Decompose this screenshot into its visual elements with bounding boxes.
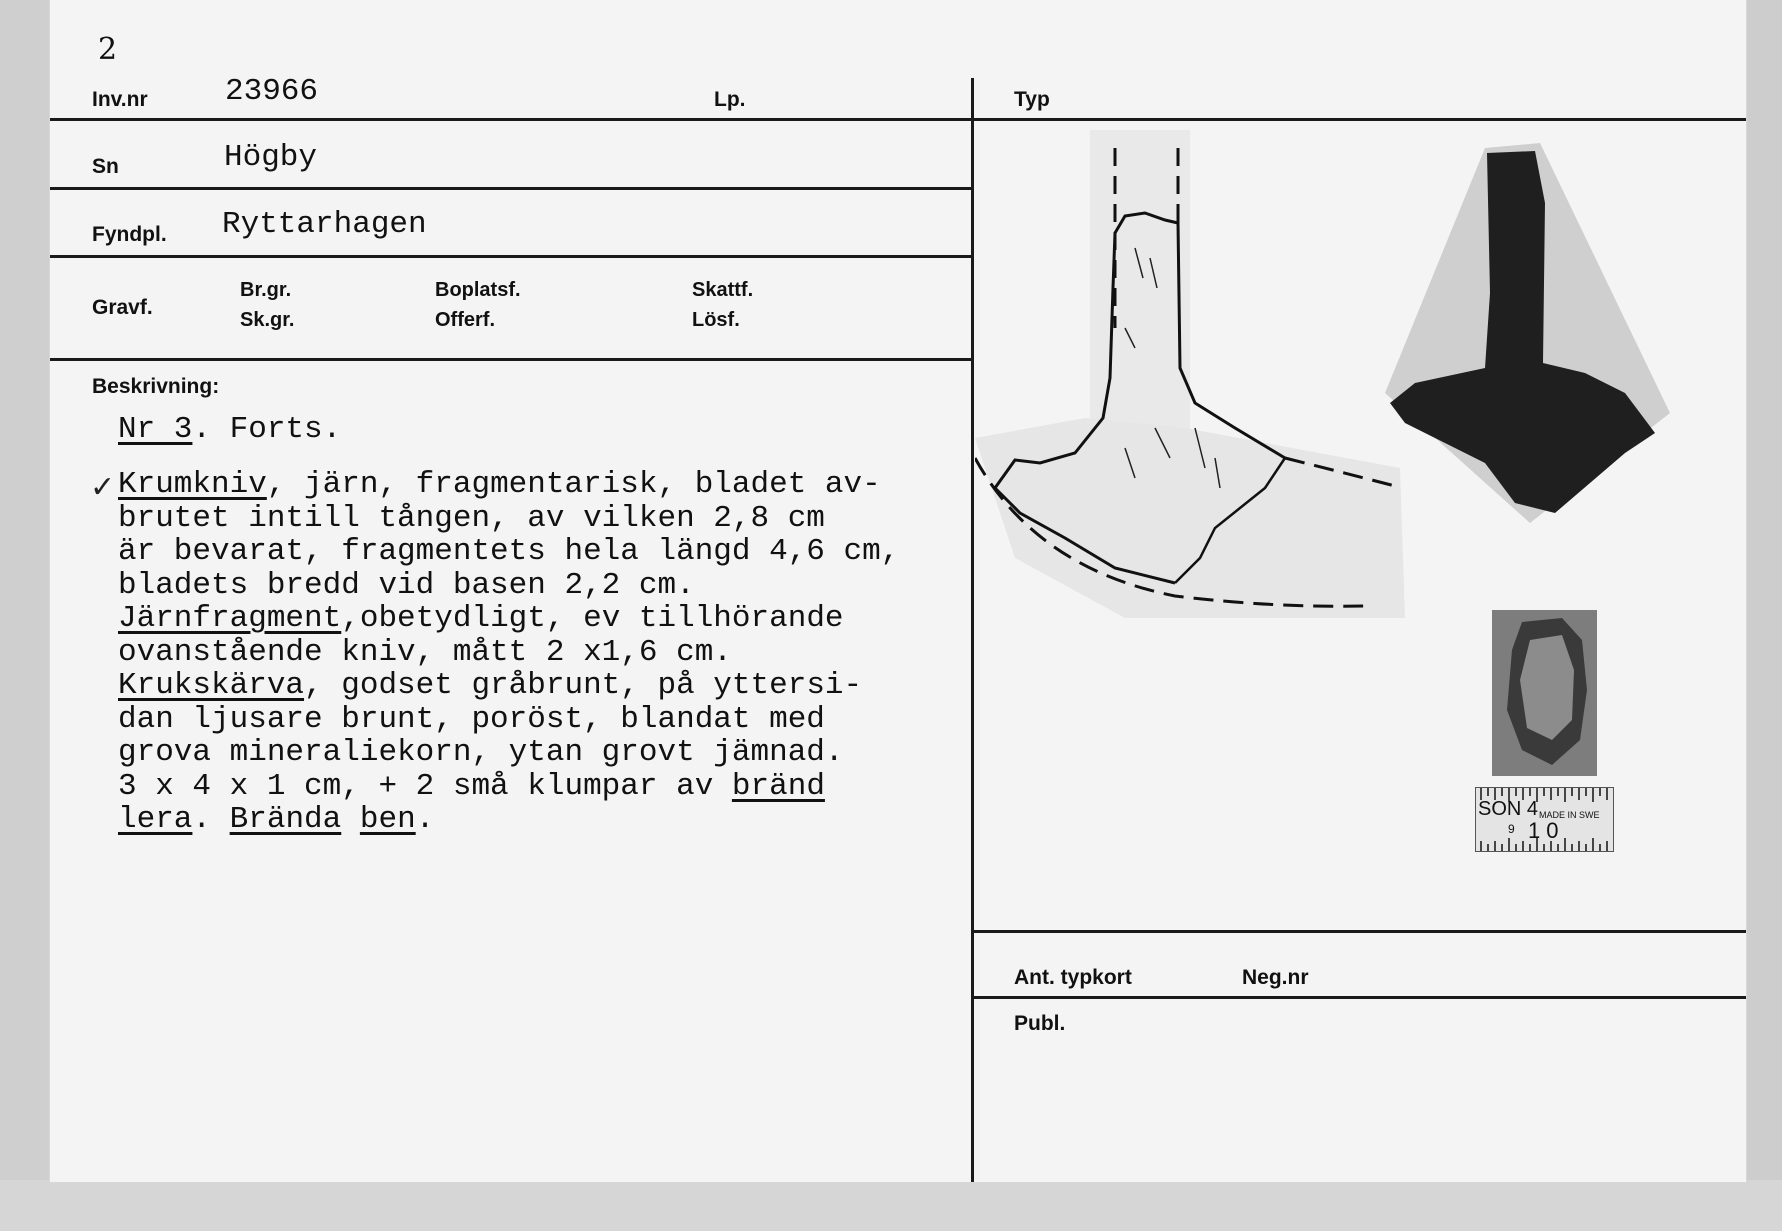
shard-image [1492,610,1597,776]
inv-label: Inv.nr [92,88,148,111]
row-line-1 [50,118,1746,121]
nr-label: Nr 3 [118,412,193,447]
desc-line-8: dan ljusare brunt, poröst, blandat med [118,701,825,737]
desc-line-3: är bevarat, fragmentets hela längd 4,6 cm, [118,534,900,569]
scan-border-left [0,0,50,1231]
lp-label: Lp. [714,88,746,111]
scan-border-right [1746,0,1782,1231]
ruler-bottom-small: 9 [1508,822,1515,836]
card-number: 2 [98,32,118,67]
desc-line-2: brutet intill tången, av vilken 2,8 cm [118,500,825,536]
skgr-label: Sk.gr. [240,309,295,331]
boplatsf-label: Boplatsf. [435,279,521,301]
ruler-bottom-text: 10 [1528,818,1565,843]
forts-label: . Forts. [192,412,342,447]
scale-ruler [1475,787,1614,852]
skattf-label: Skattf. [692,279,754,301]
row-line-4 [50,358,972,361]
ant-typkort-label: Ant. typkort [1014,966,1132,989]
knife-photo [1385,143,1675,528]
ruler-top-text: SON 4 [1478,798,1539,820]
knife-drawing [975,128,1415,628]
scan-border-bottom [0,1180,1782,1231]
fyndpl-label: Fyndpl. [92,223,167,246]
desc-line-9: grova mineraliekorn, ytan grovt jämnad. [118,735,844,770]
brgr-label: Br.gr. [240,279,292,301]
inv-value: 23966 [225,74,319,109]
sn-label: Sn [92,155,119,178]
row-line-2 [50,187,972,190]
gravf-label: Gravf. [92,296,153,319]
desc-line-11: lera. Brända ben. [118,802,435,837]
desc-line-1: Krumkniv, järn, fragmentarisk, bladet av- [118,467,881,502]
beskrivning-label: Beskrivning: [92,375,220,398]
column-divider [971,78,974,1182]
desc-line-6: ovanstående kniv, mått 2 x1,6 cm. [118,634,732,670]
offerf-label: Offerf. [435,309,495,331]
desc-line-5: Järnfragment,obetydligt, ev tillhörande [118,601,844,636]
row-line-ant [974,930,1746,933]
description-heading [118,412,341,447]
check-mark: ✓ [90,470,116,505]
negnr-label: Neg.nr [1242,966,1309,989]
row-line-publ [974,996,1746,999]
losf-label: Lösf. [692,309,740,331]
description-body [118,468,899,837]
fyndpl-value: Ryttarhagen [222,207,427,242]
typ-label: Typ [1014,88,1050,111]
shard-photo [1492,610,1597,776]
desc-line-10: 3 x 4 x 1 cm, + 2 små klumpar av bränd [118,768,825,804]
desc-line-4: bladets bredd vid basen 2,2 cm. [118,567,695,603]
desc-line-7: Krukskärva, godset gråbrunt, på yttersi- [118,668,863,703]
ruler-made-text: MADE IN SWE [1539,810,1600,820]
publ-label: Publ. [1014,1012,1066,1035]
row-line-3 [50,255,972,258]
sn-value: Högby [224,140,318,175]
